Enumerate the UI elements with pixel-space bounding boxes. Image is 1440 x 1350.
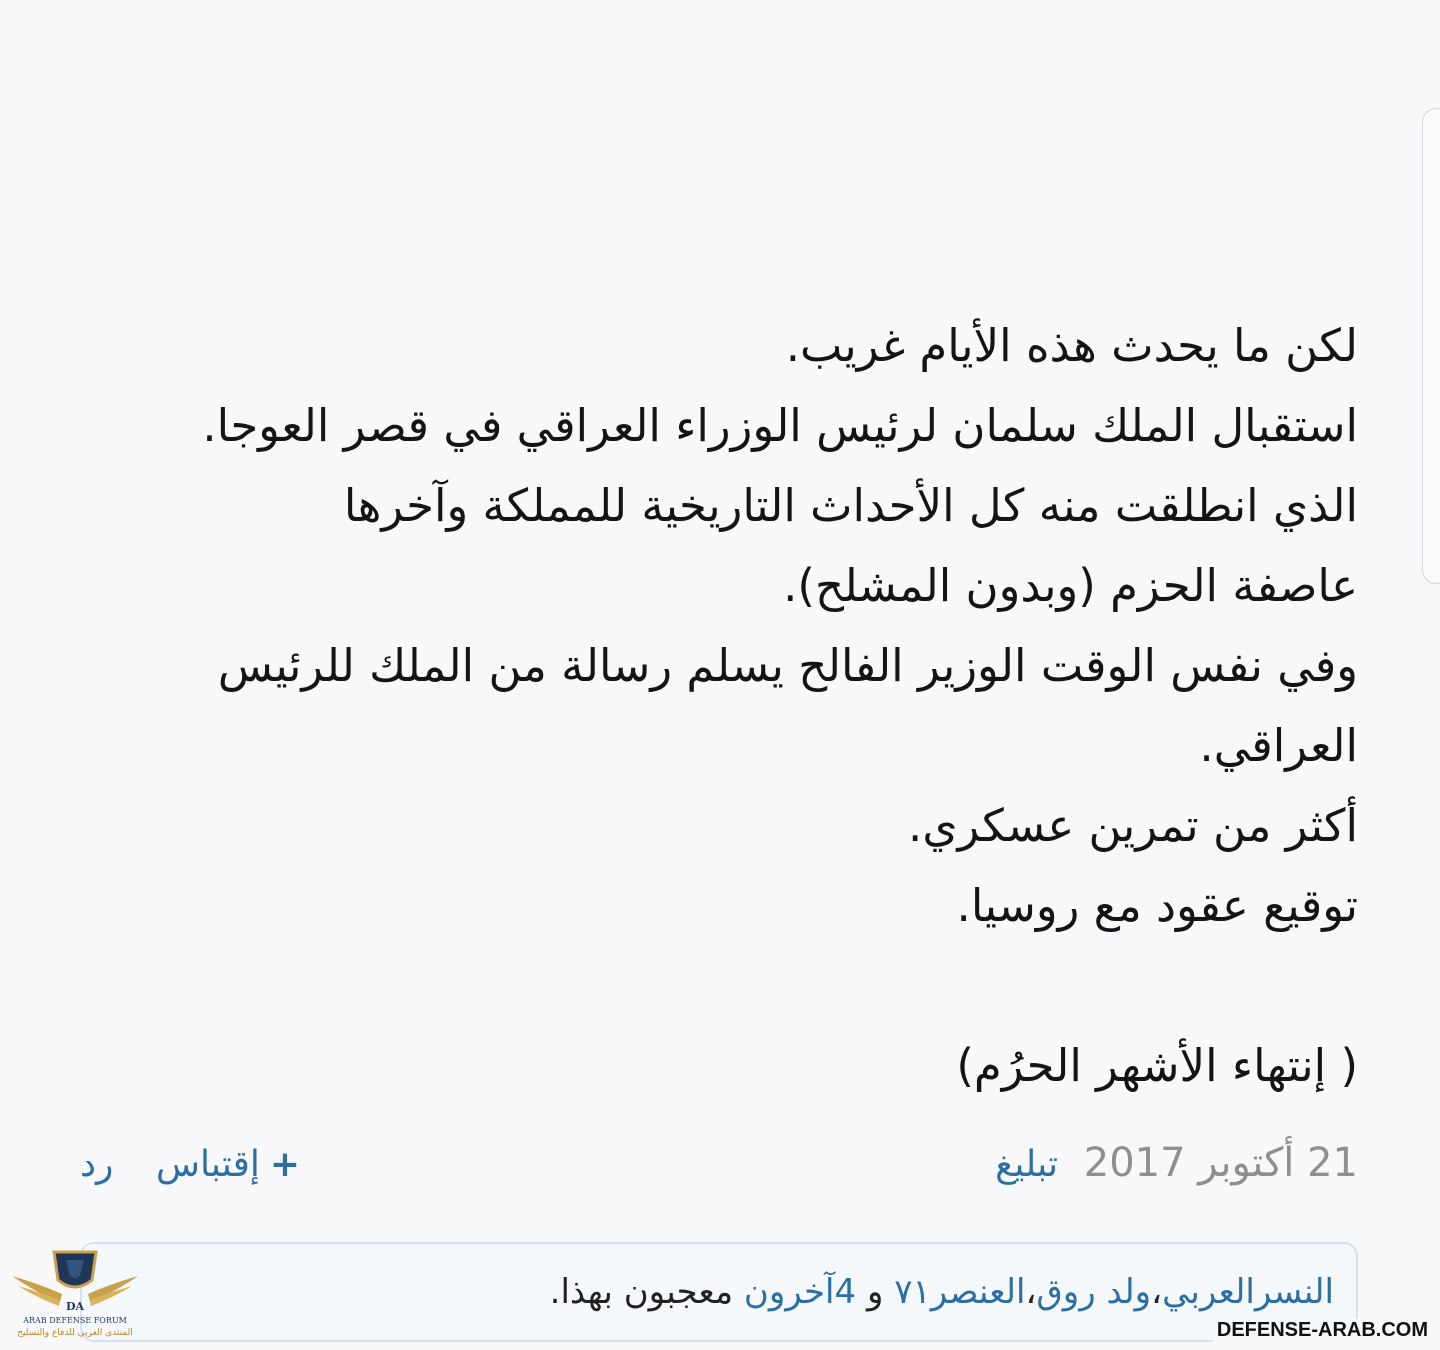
scrollbar[interactable]	[1422, 108, 1440, 584]
forum-logo	[10, 1246, 140, 1346]
post-date[interactable]: 21 أكتوبر 2017	[1083, 1140, 1358, 1186]
report-link[interactable]: تبليغ	[995, 1144, 1058, 1185]
site-watermark: DEFENSE-ARAB.COM	[1213, 1319, 1432, 1342]
likes-others-link[interactable]: 4آخرون	[743, 1272, 857, 1312]
like-user-link[interactable]: العنصر٧١	[894, 1272, 1026, 1312]
post-line: ( إنتهاء الأشهر الحرُم)	[956, 1039, 1358, 1092]
plus-icon: +	[269, 1144, 301, 1185]
likes-suffix: معجبون بهذا.	[549, 1272, 744, 1312]
eagle-emblem-icon	[10, 1246, 140, 1316]
like-and: و	[856, 1272, 895, 1312]
post-footer	[70, 1140, 1358, 1200]
reply-button[interactable]: رد	[80, 1144, 114, 1185]
like-separator: ،	[1025, 1272, 1037, 1312]
likes-bar	[80, 1242, 1358, 1342]
quote-button[interactable]	[156, 1144, 300, 1185]
logo-subtitle: المنتدى العربي للدفاع والتسليح	[17, 1328, 133, 1338]
post-content	[68, 306, 1358, 1106]
like-separator: ،	[1151, 1272, 1163, 1312]
post-line-blank	[68, 946, 1358, 1026]
logo-title: ARAB DEFENSE FORUM	[23, 1316, 127, 1325]
post-line: العراقي.	[1199, 719, 1358, 772]
post-line: استقبال الملك سلمان لرئيس الوزراء العراقي في قصر العوجا.	[202, 399, 1358, 452]
like-user-link[interactable]: النسرالعربي	[1162, 1272, 1334, 1312]
post-line: عاصفة الحزم (وبدون المشلح).	[783, 559, 1358, 612]
post-line: الذي انطلقت منه كل الأحداث التاريخية للمملكة وآخرها	[343, 479, 1358, 532]
post-line: أكثر من تمرين عسكري.	[908, 799, 1358, 852]
like-user-link[interactable]: ولد روق	[1036, 1272, 1152, 1312]
post-line: توقيع عقود مع روسيا.	[956, 879, 1358, 932]
quote-label: إقتباس	[156, 1144, 260, 1185]
post-line: وفي نفس الوقت الوزير الفالح يسلم رسالة من الملك للرئيس	[217, 639, 1358, 692]
post-line: لكن ما يحدث هذه الأيام غريب.	[785, 319, 1358, 372]
svg-text:DA: DA	[65, 1300, 85, 1313]
